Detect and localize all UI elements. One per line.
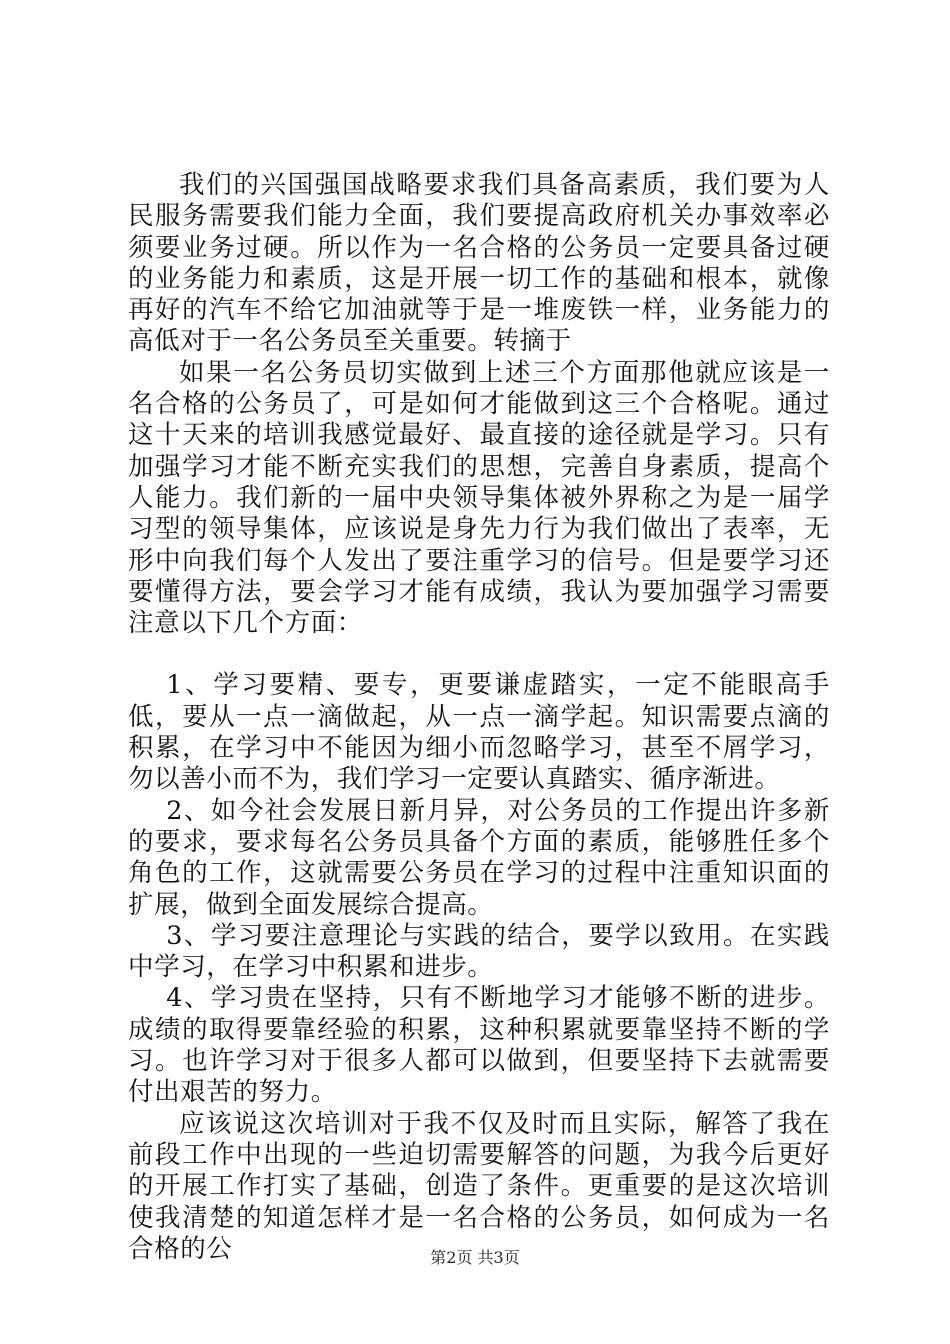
list-item-2: 2、如今社会发展日新月异，对公务员的工作提出许多新的要求，要求每名公务员具备个方面的素质，能够胜任多个角色的工作，这就需要公务员在学习的过程中注重知识面的扩展，做到全面发展综合提高。	[128, 795, 830, 920]
list-item-4: 4、学习贵在坚持，只有不断地学习才能够不断的进步。成绩的取得要靠经验的积累，这种积累就要靠坚持不断的学习。也许学习对于很多人都可以做到，但要坚持下去就需要付出艰苦的努力。	[128, 983, 830, 1108]
list-item-3: 3、学习要注意理论与实践的结合，要学以致用。在实践中学习，在学习中积累和进步。	[128, 920, 830, 983]
page-indicator: 第2页 共3页	[430, 1248, 520, 1267]
list-item-1: 1、学习要精、要专，更要谦虚踏实，一定不能眼高手低，要从一点一滴做起，从一点一滴学起。知识需要点滴的积累，在学习中不能因为细小而忽略学习，甚至不屑学习，勿以善小而不为，我们学习一定要认真踏实、循序渐进。	[128, 670, 830, 795]
document-body	[128, 170, 830, 1265]
paragraph-conclusion: 应该说这次培训对于我不仅及时而且实际，解答了我在前段工作中出现的一些迫切需要解答的问题，为我今后更好的开展工作打实了基础，创造了条件。更重要的是这次培训使我清楚的知道怎样才是一名合格的公务员，如何成为一名合格的公	[128, 1108, 830, 1264]
page-footer	[0, 1248, 950, 1268]
paragraph-strategy: 我们的兴国强国战略要求我们具备高素质，我们要为人民服务需要我们能力全面，我们要提高政府机关办事效率必须要业务过硬。所以作为一名合格的公务员一定要具备过硬的业务能力和素质，这是开展一切工作的基础和根本，就像再好的汽车不给它加油就等于是一堆废铁一样，业务能力的高低对于一名公务员至关重要。转摘于	[128, 170, 830, 357]
paragraph-learning-intro: 如果一名公务员切实做到上述三个方面那他就应该是一名合格的公务员了，可是如何才能做到这三个合格呢。通过这十天来的培训我感觉最好、最直接的途径就是学习。只有加强学习才能不断充实我们的思想，完善自身素质，提高个人能力。我们新的一届中央领导集体被外界称之为是一届学习型的领导集体，应该说是身先力行为我们做出了表率，无形中向我们每个人发出了要注重学习的信号。但是要学习还要懂得方法，要会学习才能有成绩，我认为要加强学习需要注意以下几个方面：	[128, 357, 830, 639]
